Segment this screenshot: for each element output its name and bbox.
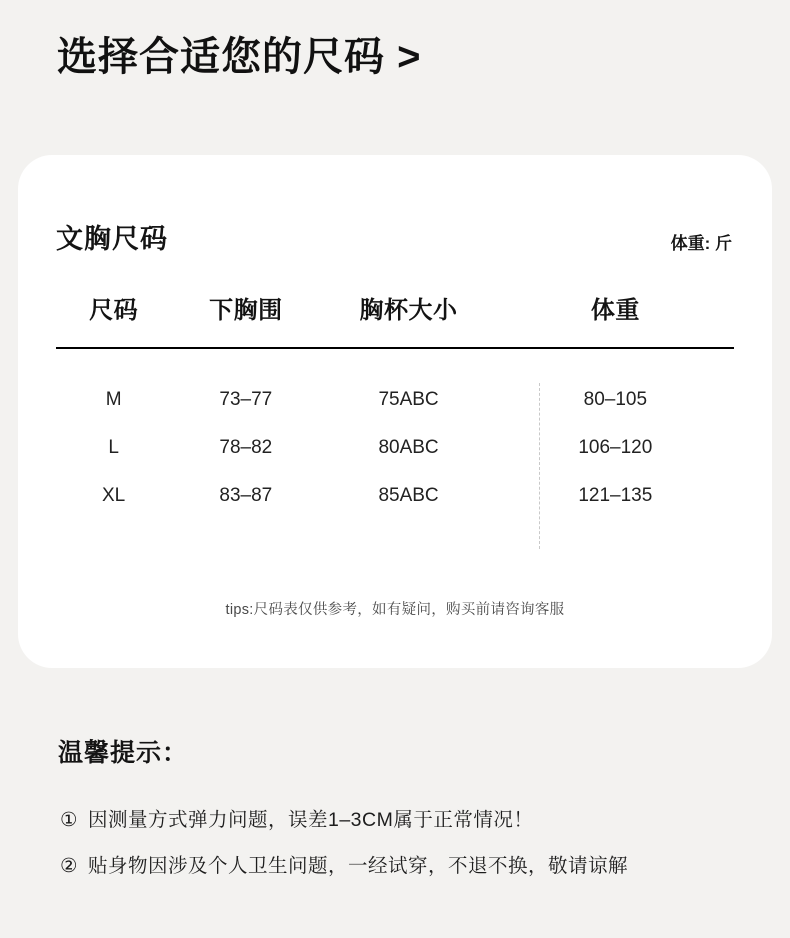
list-marker: ① [60,809,78,831]
cell-size: L [108,437,119,458]
list-marker: ② [60,855,78,877]
cell-cup: 75ABC [378,389,439,410]
size-chart-card [18,155,772,668]
cell-weight: 121–135 [578,485,653,506]
cell-weight: 80–105 [583,389,648,410]
weight-unit-label: 体重: 斤 [670,234,732,253]
cell-cup: 85ABC [378,485,439,506]
list-item-text: 因测量方式弹力问题，误差1–3CM属于正常情况！ [87,809,534,831]
size-table-wrapper [56,290,734,519]
column-header-size: 尺码 [89,297,139,324]
card-title: 文胸尺码 [56,224,168,254]
column-header-cup: 胸杯大小 [359,297,458,324]
list-item [60,804,740,832]
cell-underbust: 78–82 [219,437,273,458]
notice-title: 温馨提示： [58,739,189,767]
table-row [56,471,734,519]
size-table [56,290,734,519]
column-divider [539,383,540,549]
cell-cup: 80ABC [378,437,439,458]
table-row [56,423,734,471]
list-item-text: 贴身物因涉及个人卫生问题，一经试穿，不退不换，敬请谅解 [87,855,628,877]
column-header-underbust: 下胸围 [209,297,283,324]
cell-size: XL [102,485,126,506]
table-row [56,348,734,423]
cell-underbust: 83–87 [219,485,273,506]
column-header-weight: 体重 [590,297,640,324]
list-item [60,850,740,878]
table-header-row [56,290,734,348]
cell-weight: 106–120 [578,437,653,458]
cell-size: M [105,389,122,410]
cell-underbust: 73–77 [219,389,273,410]
size-table-tips: tips:尺码表仅供参考，如有疑问，购买前请咨询客服 [225,602,565,618]
notice-list [60,804,740,896]
page-title: 选择合适您的尺码 > [57,35,422,79]
